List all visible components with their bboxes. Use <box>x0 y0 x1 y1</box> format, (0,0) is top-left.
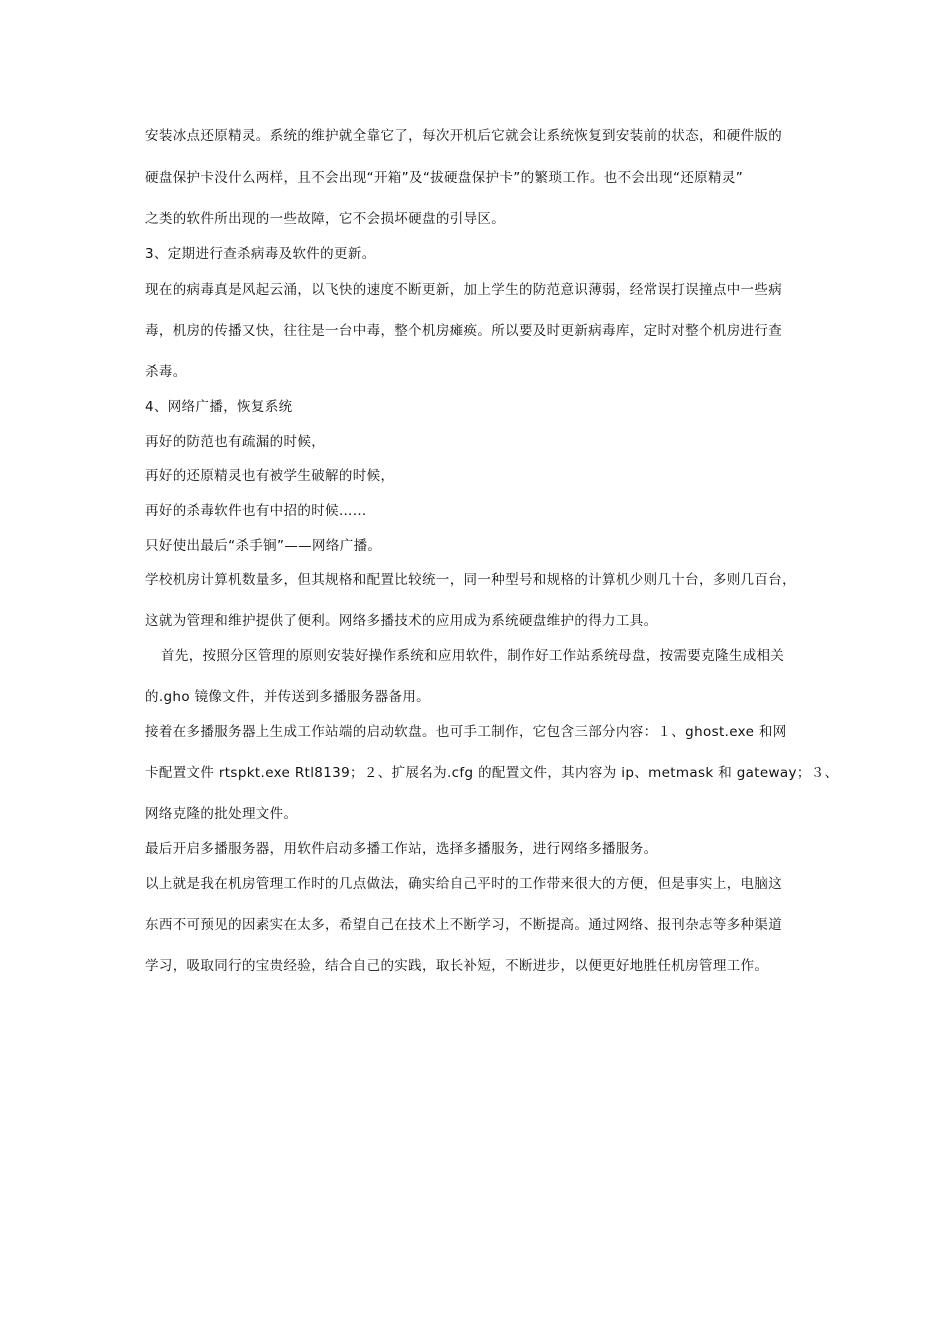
text-line: 东西不可预见的因素实在太多，希望自己在技术上不断学习，不断提高。通过网络、报刊杂志等多种渠道 <box>145 917 783 933</box>
section-heading-3: 3、定期进行查杀病毒及软件的更新。 <box>145 246 376 262</box>
text-line: 接着在多播服务器上生成工作站端的启动软盘。也可手工制作，它包含三部分内容：１、ghost.exe 和网 <box>145 724 787 740</box>
text-line: 再好的防范也有疏漏的时候， <box>145 434 326 450</box>
text-line: 现在的病毒真是风起云涌，以飞快的速度不断更新，加上学生的防范意识薄弱，经常误打误撞点中一些病 <box>145 282 783 298</box>
text-line: 杀毒。 <box>145 364 187 380</box>
text-line: 安装冰点还原精灵。系统的维护就全靠它了，每次开机后它就会让系统恢复到安装前的状态，和硬件版的 <box>145 128 783 144</box>
text-line: 最后开启多播服务器，用软件启动多播工作站，选择多播服务，进行网络多播服务。 <box>145 841 658 857</box>
text-line: 这就为管理和维护提供了便利。网络多播技术的应用成为系统硬盘维护的得力工具。 <box>145 613 658 629</box>
text-line: 学校机房计算机数量多，但其规格和配置比较统一，同一种型号和规格的计算机少则几十台，多则几百台， <box>145 572 796 588</box>
text-line: 学习，吸取同行的宝贵经验，结合自己的实践，取长补短，不断进步，以便更好地胜任机房管理工作。 <box>145 958 769 974</box>
text-line: 卡配置文件 rtspkt.exe Rtl8139；２、扩展名为.cfg 的配置文件，其内容为 ip、metmask 和 gateway；３、 <box>145 765 839 781</box>
text-line: 的.gho 镜像文件，并传送到多播服务器备用。 <box>145 689 431 705</box>
text-line: 毒，机房的传播又快，往往是一台中毒，整个机房瘫痪。所以要及时更新病毒库，定时对整个机房进行查 <box>145 323 783 339</box>
text-line: 再好的杀毒软件也有中招的时候…… <box>145 503 367 519</box>
section-heading-4: 4、网络广播，恢复系统 <box>145 399 293 415</box>
text-line: 只好使出最后“杀手锏”——网络广播。 <box>145 538 382 554</box>
text-line: 网络克隆的批处理文件。 <box>145 806 298 822</box>
text-line: 之类的软件所出现的一些故障，它不会损坏硬盘的引导区。 <box>145 211 506 227</box>
text-line: 再好的还原精灵也有被学生破解的时候， <box>145 468 395 484</box>
text-line: 以上就是我在机房管理工作时的几点做法，确实给自己平时的工作带来很大的方便，但是事实上，电脑这 <box>145 876 783 892</box>
text-line: 首先，按照分区管理的原则安装好操作系统和应用软件，制作好工作站系统母盘，按需要克隆生成相关 <box>161 648 785 664</box>
text-line: 硬盘保护卡没什么两样，且不会出现“开箱”及“拔硬盘保护卡”的繁琐工作。也不会出现“还原精灵” <box>145 170 744 186</box>
